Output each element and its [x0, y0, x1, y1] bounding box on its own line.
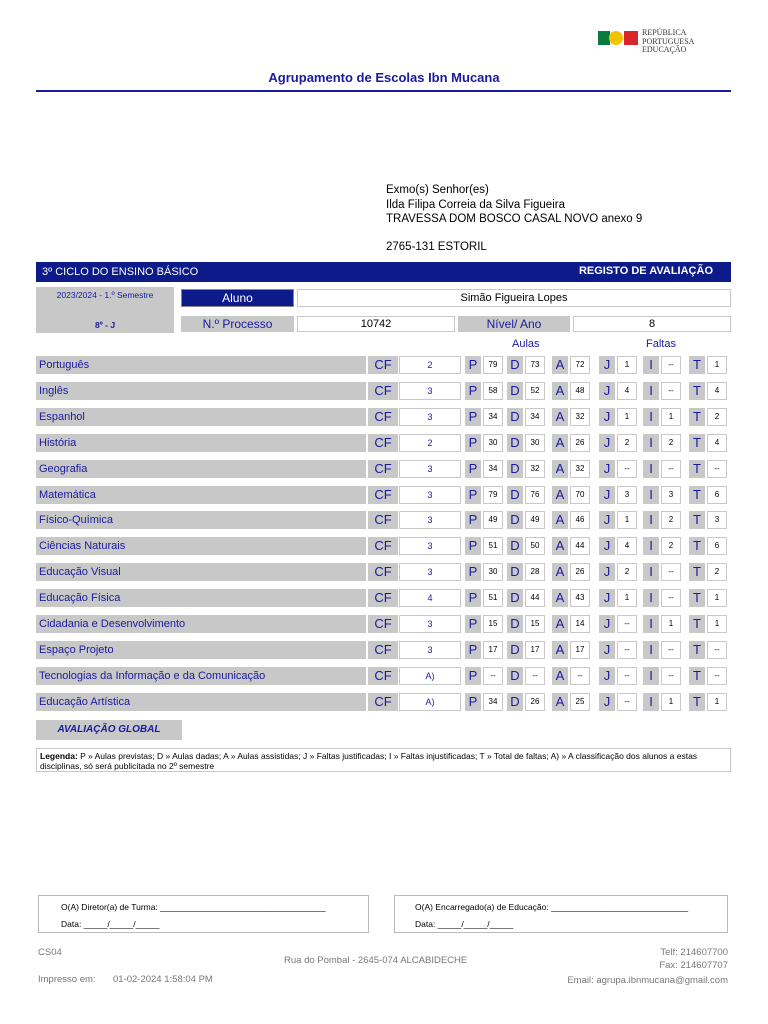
i-label: I — [643, 563, 659, 581]
t-label: T — [689, 408, 705, 426]
cf-value: 2 — [399, 434, 461, 452]
i-label: I — [643, 693, 659, 711]
t-label: T — [689, 563, 705, 581]
a-label: A — [552, 486, 568, 504]
t-value: 1 — [707, 615, 727, 633]
i-value: -- — [661, 460, 681, 478]
a-label: A — [552, 382, 568, 400]
subject-name: Espaço Projeto — [36, 641, 366, 659]
cf-label: CF — [368, 693, 398, 711]
p-value: 30 — [483, 434, 503, 452]
i-label: I — [643, 589, 659, 607]
cf-label: CF — [368, 486, 398, 504]
cf-label: CF — [368, 382, 398, 400]
p-value: 58 — [483, 382, 503, 400]
cf-label: CF — [368, 615, 398, 633]
legend — [36, 748, 731, 772]
d-value: 52 — [525, 382, 545, 400]
d-value: 28 — [525, 563, 545, 581]
a-label: A — [552, 511, 568, 529]
guardian-signature-box — [394, 895, 728, 933]
a-value: 72 — [570, 356, 590, 374]
director-signature-box — [38, 895, 369, 933]
j-label: J — [599, 615, 615, 633]
a-value: 26 — [570, 563, 590, 581]
t-label: T — [689, 434, 705, 452]
t-label: T — [689, 511, 705, 529]
j-label: J — [599, 563, 615, 581]
d-value: 50 — [525, 537, 545, 555]
a-value: 32 — [570, 460, 590, 478]
subject-name: Inglês — [36, 382, 366, 400]
j-label: J — [599, 537, 615, 555]
subject-name: Matemática — [36, 486, 366, 504]
p-label: P — [465, 641, 481, 659]
t-value: 2 — [707, 563, 727, 581]
printed-label: Impresso em: — [38, 974, 96, 985]
p-label: P — [465, 667, 481, 685]
cf-value: 3 — [399, 408, 461, 426]
d-value: 34 — [525, 408, 545, 426]
a-value: -- — [570, 667, 590, 685]
j-value: 1 — [617, 408, 637, 426]
i-label: I — [643, 408, 659, 426]
guardian-date: Data: _____/_____/_____ — [415, 919, 514, 929]
p-value: 34 — [483, 408, 503, 426]
printed-date: 01-02-2024 1:58:04 PM — [113, 974, 213, 985]
recipient-postal: 2765-131 ESTORIL — [386, 241, 487, 253]
global-evaluation: AVALIAÇÃO GLOBAL — [36, 720, 182, 740]
j-value: 4 — [617, 537, 637, 555]
d-value: 73 — [525, 356, 545, 374]
a-label: A — [552, 563, 568, 581]
i-value: 1 — [661, 693, 681, 711]
j-label: J — [599, 486, 615, 504]
p-label: P — [465, 563, 481, 581]
t-value: 6 — [707, 486, 727, 504]
p-value: 17 — [483, 641, 503, 659]
logo-sphere-icon — [609, 31, 623, 45]
legend-title: Legenda: — [40, 751, 78, 761]
t-label: T — [689, 537, 705, 555]
p-label: P — [465, 615, 481, 633]
d-value: 15 — [525, 615, 545, 633]
cf-label: CF — [368, 641, 398, 659]
i-label: I — [643, 486, 659, 504]
i-value: 1 — [661, 615, 681, 633]
j-value: -- — [617, 693, 637, 711]
j-value: 2 — [617, 563, 637, 581]
a-label: A — [552, 434, 568, 452]
p-label: P — [465, 537, 481, 555]
cf-value: 3 — [399, 563, 461, 581]
p-label: P — [465, 356, 481, 374]
i-value: -- — [661, 667, 681, 685]
p-value: 49 — [483, 511, 503, 529]
a-label: A — [552, 460, 568, 478]
cf-label: CF — [368, 460, 398, 478]
t-label: T — [689, 589, 705, 607]
a-label: A — [552, 693, 568, 711]
t-value: 4 — [707, 434, 727, 452]
a-label: A — [552, 356, 568, 374]
recipient-street: TRAVESSA DOM BOSCO CASAL NOVO anexo 9 — [386, 213, 643, 225]
level-label: Nível/ Ano — [458, 316, 570, 332]
i-label: I — [643, 356, 659, 374]
p-value: 51 — [483, 589, 503, 607]
t-label: T — [689, 460, 705, 478]
i-value: -- — [661, 356, 681, 374]
j-label: J — [599, 511, 615, 529]
d-label: D — [507, 511, 523, 529]
a-value: 17 — [570, 641, 590, 659]
j-label: J — [599, 382, 615, 400]
i-value: -- — [661, 382, 681, 400]
p-value: 79 — [483, 486, 503, 504]
subject-name: Cidadania e Desenvolvimento — [36, 615, 366, 633]
director-signature: O(A) Diretor(a) de Turma: ___________________________________ — [61, 902, 326, 912]
j-label: J — [599, 408, 615, 426]
d-label: D — [507, 537, 523, 555]
cf-label: CF — [368, 589, 398, 607]
cf-label: CF — [368, 667, 398, 685]
j-value: 1 — [617, 589, 637, 607]
j-value: -- — [617, 667, 637, 685]
guardian-signature: O(A) Encarregado(a) de Educação: _____________________________ — [415, 902, 689, 912]
d-label: D — [507, 641, 523, 659]
t-value: 4 — [707, 382, 727, 400]
i-label: I — [643, 641, 659, 659]
p-value: 30 — [483, 563, 503, 581]
cf-value: 4 — [399, 589, 461, 607]
student-name: Simão Figueira Lopes — [297, 289, 731, 307]
a-value: 32 — [570, 408, 590, 426]
j-value: 2 — [617, 434, 637, 452]
cycle-label: 3º CICLO DO ENSINO BÁSICO — [42, 266, 199, 278]
j-label: J — [599, 667, 615, 685]
subject-name: Ciências Naturais — [36, 537, 366, 555]
logo-text: REPÚBLICA PORTUGUESA EDUCAÇÃO — [642, 28, 695, 54]
p-value: -- — [483, 667, 503, 685]
section-band — [36, 262, 731, 282]
a-value: 70 — [570, 486, 590, 504]
i-label: I — [643, 511, 659, 529]
i-label: I — [643, 615, 659, 633]
a-label: A — [552, 589, 568, 607]
recipient-name: Ilda Filipa Correia da Silva Figueira — [386, 199, 565, 211]
d-label: D — [507, 408, 523, 426]
t-label: T — [689, 615, 705, 633]
i-value: -- — [661, 589, 681, 607]
subject-name: História — [36, 434, 366, 452]
p-value: 15 — [483, 615, 503, 633]
school-address: Rua do Pombal - 2645-074 ALCABIDECHE — [284, 955, 468, 966]
fax: Fax: 214607707 — [659, 960, 728, 971]
i-value: 2 — [661, 537, 681, 555]
subject-name: Educação Visual — [36, 563, 366, 581]
d-label: D — [507, 693, 523, 711]
subject-name: Geografia — [36, 460, 366, 478]
t-value: 1 — [707, 589, 727, 607]
i-label: I — [643, 537, 659, 555]
school-year: 2023/2024 - 1.º Semestre — [56, 290, 154, 300]
d-label: D — [507, 615, 523, 633]
i-value: 2 — [661, 434, 681, 452]
i-label: I — [643, 434, 659, 452]
d-value: 30 — [525, 434, 545, 452]
cf-value: A) — [399, 667, 461, 685]
a-value: 43 — [570, 589, 590, 607]
a-label: A — [552, 667, 568, 685]
d-value: 26 — [525, 693, 545, 711]
j-label: J — [599, 434, 615, 452]
director-date: Data: _____/_____/_____ — [61, 919, 160, 929]
process-number: 10742 — [297, 316, 455, 332]
legend-text: P » Aulas previstas; D » Aulas dadas; A » Aulas assistidas; J » Faltas justificadas; I » Faltas injustificadas; T » Total de faltas; A) » A classificação dos alunos a estas disciplinas, só será publicitada no 2º semestre — [40, 751, 698, 771]
cf-label: CF — [368, 563, 398, 581]
school-title: Agrupamento de Escolas Ibn Mucana — [268, 70, 500, 85]
a-value: 46 — [570, 511, 590, 529]
p-value: 34 — [483, 693, 503, 711]
cf-value: 3 — [399, 615, 461, 633]
j-value: -- — [617, 615, 637, 633]
t-label: T — [689, 693, 705, 711]
subject-name: Português — [36, 356, 366, 374]
d-value: 76 — [525, 486, 545, 504]
a-value: 14 — [570, 615, 590, 633]
a-label: A — [552, 537, 568, 555]
t-label: T — [689, 356, 705, 374]
a-value: 25 — [570, 693, 590, 711]
i-value: 1 — [661, 408, 681, 426]
cf-value: A) — [399, 693, 461, 711]
j-value: 1 — [617, 356, 637, 374]
d-label: D — [507, 589, 523, 607]
cf-label: CF — [368, 356, 398, 374]
d-value: 17 — [525, 641, 545, 659]
t-value: 1 — [707, 693, 727, 711]
a-value: 26 — [570, 434, 590, 452]
d-value: 49 — [525, 511, 545, 529]
t-value: -- — [707, 667, 727, 685]
d-label: D — [507, 563, 523, 581]
j-value: 1 — [617, 511, 637, 529]
cf-label: CF — [368, 537, 398, 555]
j-label: J — [599, 641, 615, 659]
cf-label: CF — [368, 511, 398, 529]
j-value: 4 — [617, 382, 637, 400]
t-value: -- — [707, 460, 727, 478]
a-value: 48 — [570, 382, 590, 400]
d-label: D — [507, 356, 523, 374]
i-value: 2 — [661, 511, 681, 529]
cf-value: 2 — [399, 356, 461, 374]
d-value: 32 — [525, 460, 545, 478]
salutation: Exmo(s) Senhor(es) — [386, 184, 489, 196]
subject-name: Espanhol — [36, 408, 366, 426]
phone: Telf: 214607700 — [660, 947, 728, 958]
student-label: Aluno — [181, 289, 294, 307]
d-label: D — [507, 382, 523, 400]
p-label: P — [465, 460, 481, 478]
j-label: J — [599, 460, 615, 478]
p-value: 51 — [483, 537, 503, 555]
subject-name: Físico-Química — [36, 511, 366, 529]
t-value: 3 — [707, 511, 727, 529]
i-label: I — [643, 460, 659, 478]
t-value: 2 — [707, 408, 727, 426]
p-label: P — [465, 434, 481, 452]
cf-value: 3 — [399, 486, 461, 504]
i-value: 3 — [661, 486, 681, 504]
t-label: T — [689, 486, 705, 504]
subject-name: Educação Artística — [36, 693, 366, 711]
a-label: A — [552, 641, 568, 659]
d-label: D — [507, 667, 523, 685]
classes-header: Aulas — [512, 338, 540, 350]
d-label: D — [507, 486, 523, 504]
process-label: N.º Processo — [181, 316, 294, 332]
j-label: J — [599, 693, 615, 711]
t-label: T — [689, 641, 705, 659]
p-label: P — [465, 382, 481, 400]
record-label: REGISTO DE AVALIAÇÃO — [578, 265, 713, 277]
cf-value: 3 — [399, 641, 461, 659]
t-value: 6 — [707, 537, 727, 555]
cf-value: 3 — [399, 537, 461, 555]
d-label: D — [507, 434, 523, 452]
p-label: P — [465, 693, 481, 711]
a-label: A — [552, 408, 568, 426]
logo-flag-red — [624, 31, 638, 45]
p-value: 79 — [483, 356, 503, 374]
t-value: -- — [707, 641, 727, 659]
cf-label: CF — [368, 434, 398, 452]
subject-name: Tecnologias da Informação e da Comunicação — [36, 667, 366, 685]
t-label: T — [689, 382, 705, 400]
subject-name: Educação Física — [36, 589, 366, 607]
j-value: -- — [617, 460, 637, 478]
d-value: -- — [525, 667, 545, 685]
cf-value: 3 — [399, 382, 461, 400]
p-label: P — [465, 408, 481, 426]
cf-value: 3 — [399, 511, 461, 529]
j-value: 3 — [617, 486, 637, 504]
level-value: 8 — [573, 316, 731, 332]
p-label: P — [465, 589, 481, 607]
d-value: 44 — [525, 589, 545, 607]
d-label: D — [507, 460, 523, 478]
p-value: 34 — [483, 460, 503, 478]
a-label: A — [552, 615, 568, 633]
i-label: I — [643, 667, 659, 685]
doc-code: CS04 — [38, 947, 62, 958]
absences-header: Faltas — [646, 338, 676, 350]
j-label: J — [599, 356, 615, 374]
i-label: I — [643, 382, 659, 400]
i-value: -- — [661, 563, 681, 581]
cf-value: 3 — [399, 460, 461, 478]
j-value: -- — [617, 641, 637, 659]
t-label: T — [689, 667, 705, 685]
j-label: J — [599, 589, 615, 607]
p-label: P — [465, 511, 481, 529]
p-label: P — [465, 486, 481, 504]
t-value: 1 — [707, 356, 727, 374]
i-value: -- — [661, 641, 681, 659]
class: 8º - J — [94, 320, 116, 330]
year-class-box — [36, 287, 174, 333]
email: Email: agrupa.ibnmucana@gmail.com — [567, 975, 728, 986]
cf-label: CF — [368, 408, 398, 426]
a-value: 44 — [570, 537, 590, 555]
header-rule — [36, 90, 731, 92]
